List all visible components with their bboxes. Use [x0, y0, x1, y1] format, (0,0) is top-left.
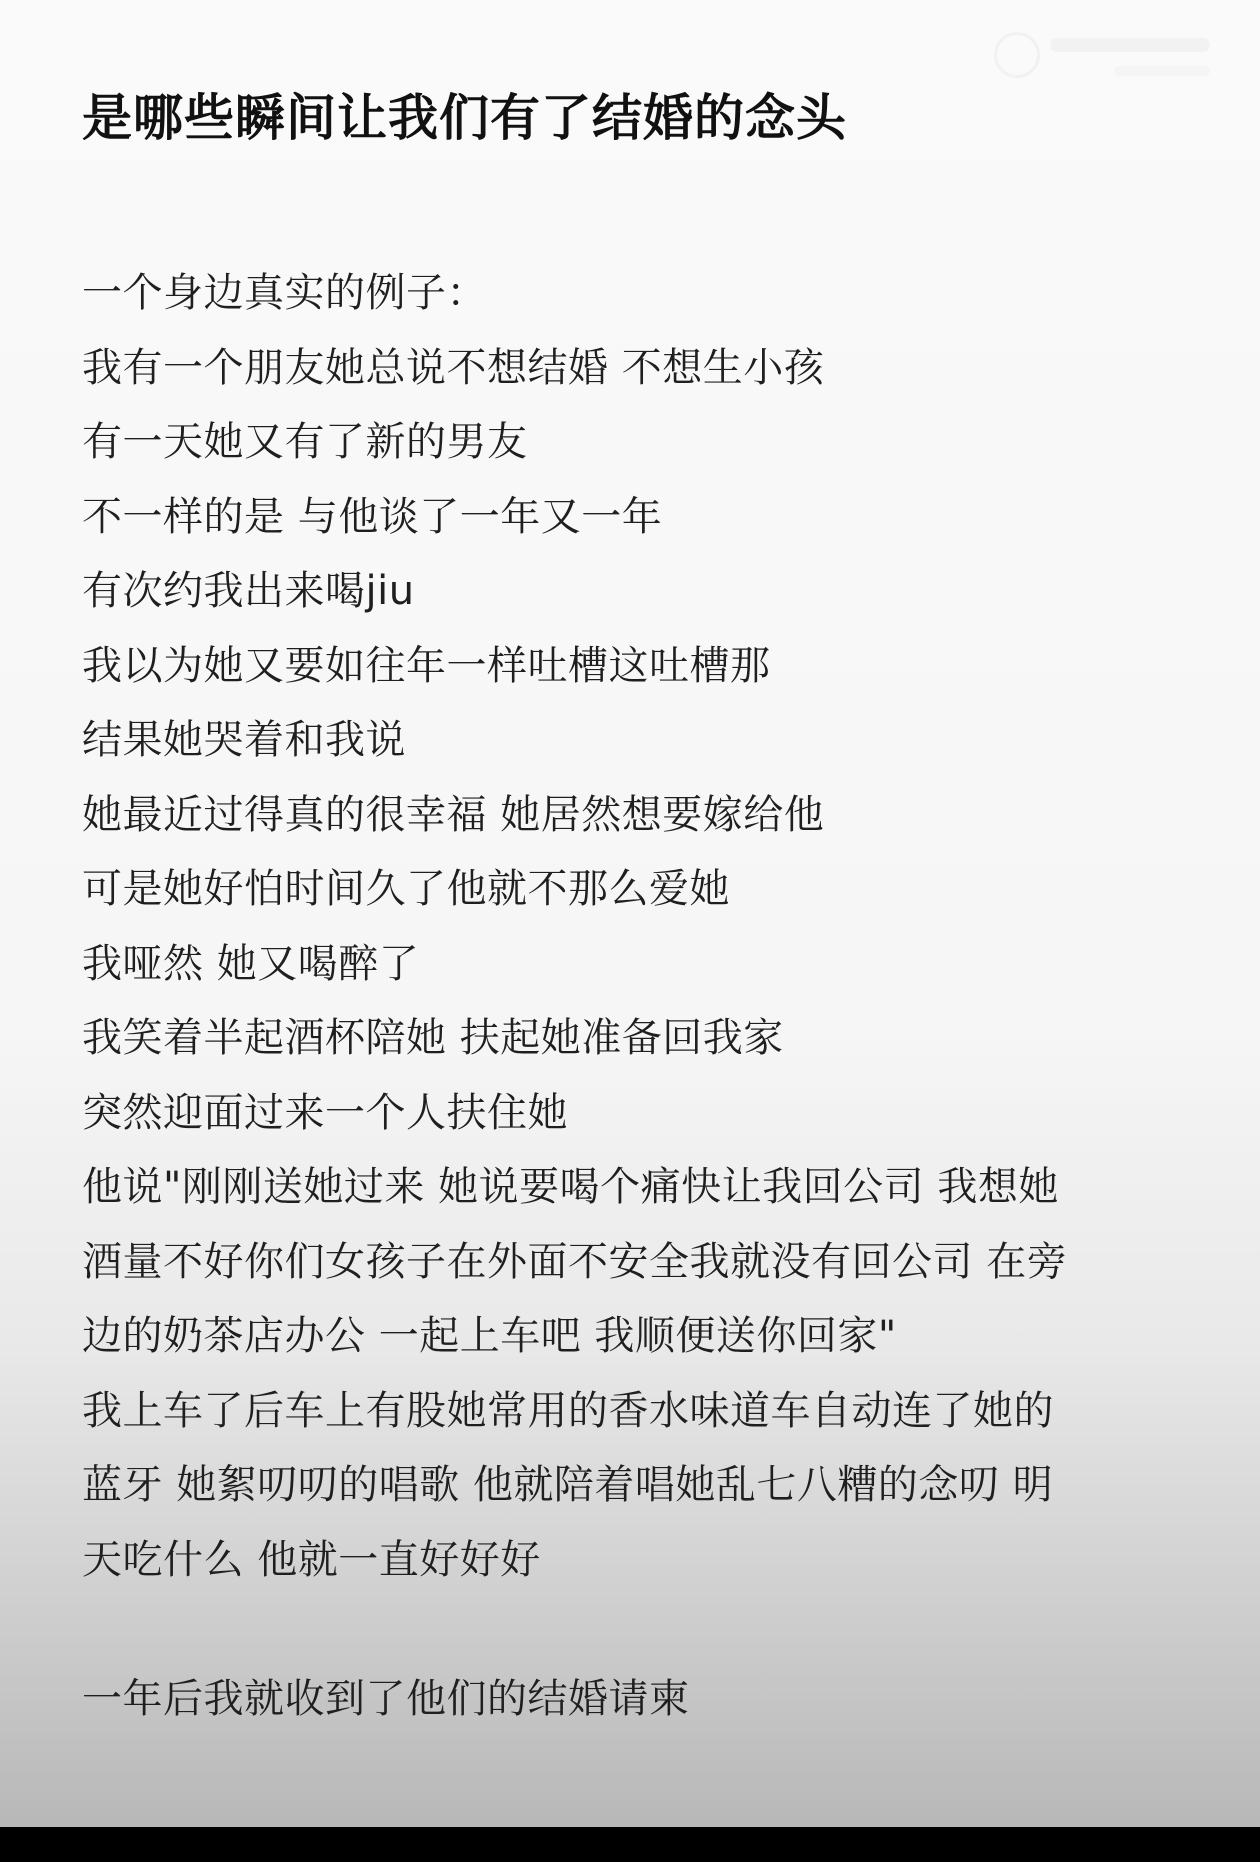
body-line: 酒量不好你们女孩子在外面不安全我就没有回公司 在旁 — [82, 1238, 1068, 1285]
ending-line: 一年后我就收到了他们的结婚请柬 — [82, 1676, 690, 1722]
body-line: 我哑然 她又喝醉了 — [82, 940, 420, 987]
body-line: 我有一个朋友她总说不想结婚 不想生小孩 — [82, 344, 825, 391]
body-line: 可是她好怕时间久了他就不那么爱她 — [82, 866, 730, 912]
body-line: 边的奶茶店办公 一起上车吧 我顺便送你回家" — [82, 1313, 897, 1359]
body-line: 结果她哭着和我说 — [82, 717, 406, 763]
body-line: 我笑着半起酒杯陪她 扶起她准备回我家 — [82, 1015, 784, 1061]
watermark-logo — [994, 20, 1224, 90]
body-line: 不一样的是 与他谈了一年又一年 — [82, 493, 663, 540]
body-line: 有一天她又有了新的男友 — [82, 419, 528, 465]
body-line: 我以为她又要如往年一样吐槽这吐槽那 — [82, 642, 771, 689]
body-line: 天吃什么 他就一直好好好 — [82, 1536, 541, 1583]
bottom-bar — [0, 1827, 1260, 1862]
logo-icon — [994, 32, 1040, 78]
body-line: 他说"刚刚送她过来 她说要喝个痛快让我回公司 我想她 — [82, 1164, 1059, 1210]
body-line: 她最近过得真的很幸福 她居然想要嫁给他 — [82, 791, 825, 838]
body-line: 蓝牙 她絮叨叨的唱歌 他就陪着唱她乱七八糟的念叨 明 — [82, 1462, 1054, 1508]
body-line: 有次约我出来喝jiu — [82, 568, 415, 614]
body-line: 一个身边真实的例子： — [82, 270, 487, 316]
body-line: 突然迎面过来一个人扶住她 — [82, 1089, 568, 1136]
watermark-mark — [1050, 38, 1210, 52]
post-title: 是哪些瞬间让我们有了结婚的念头 — [82, 89, 847, 147]
post-body — [82, 256, 1192, 1597]
watermark-mark — [1114, 66, 1210, 76]
body-line: 我上车了后车上有股她常用的香水味道车自动连了她的 — [82, 1387, 1054, 1434]
